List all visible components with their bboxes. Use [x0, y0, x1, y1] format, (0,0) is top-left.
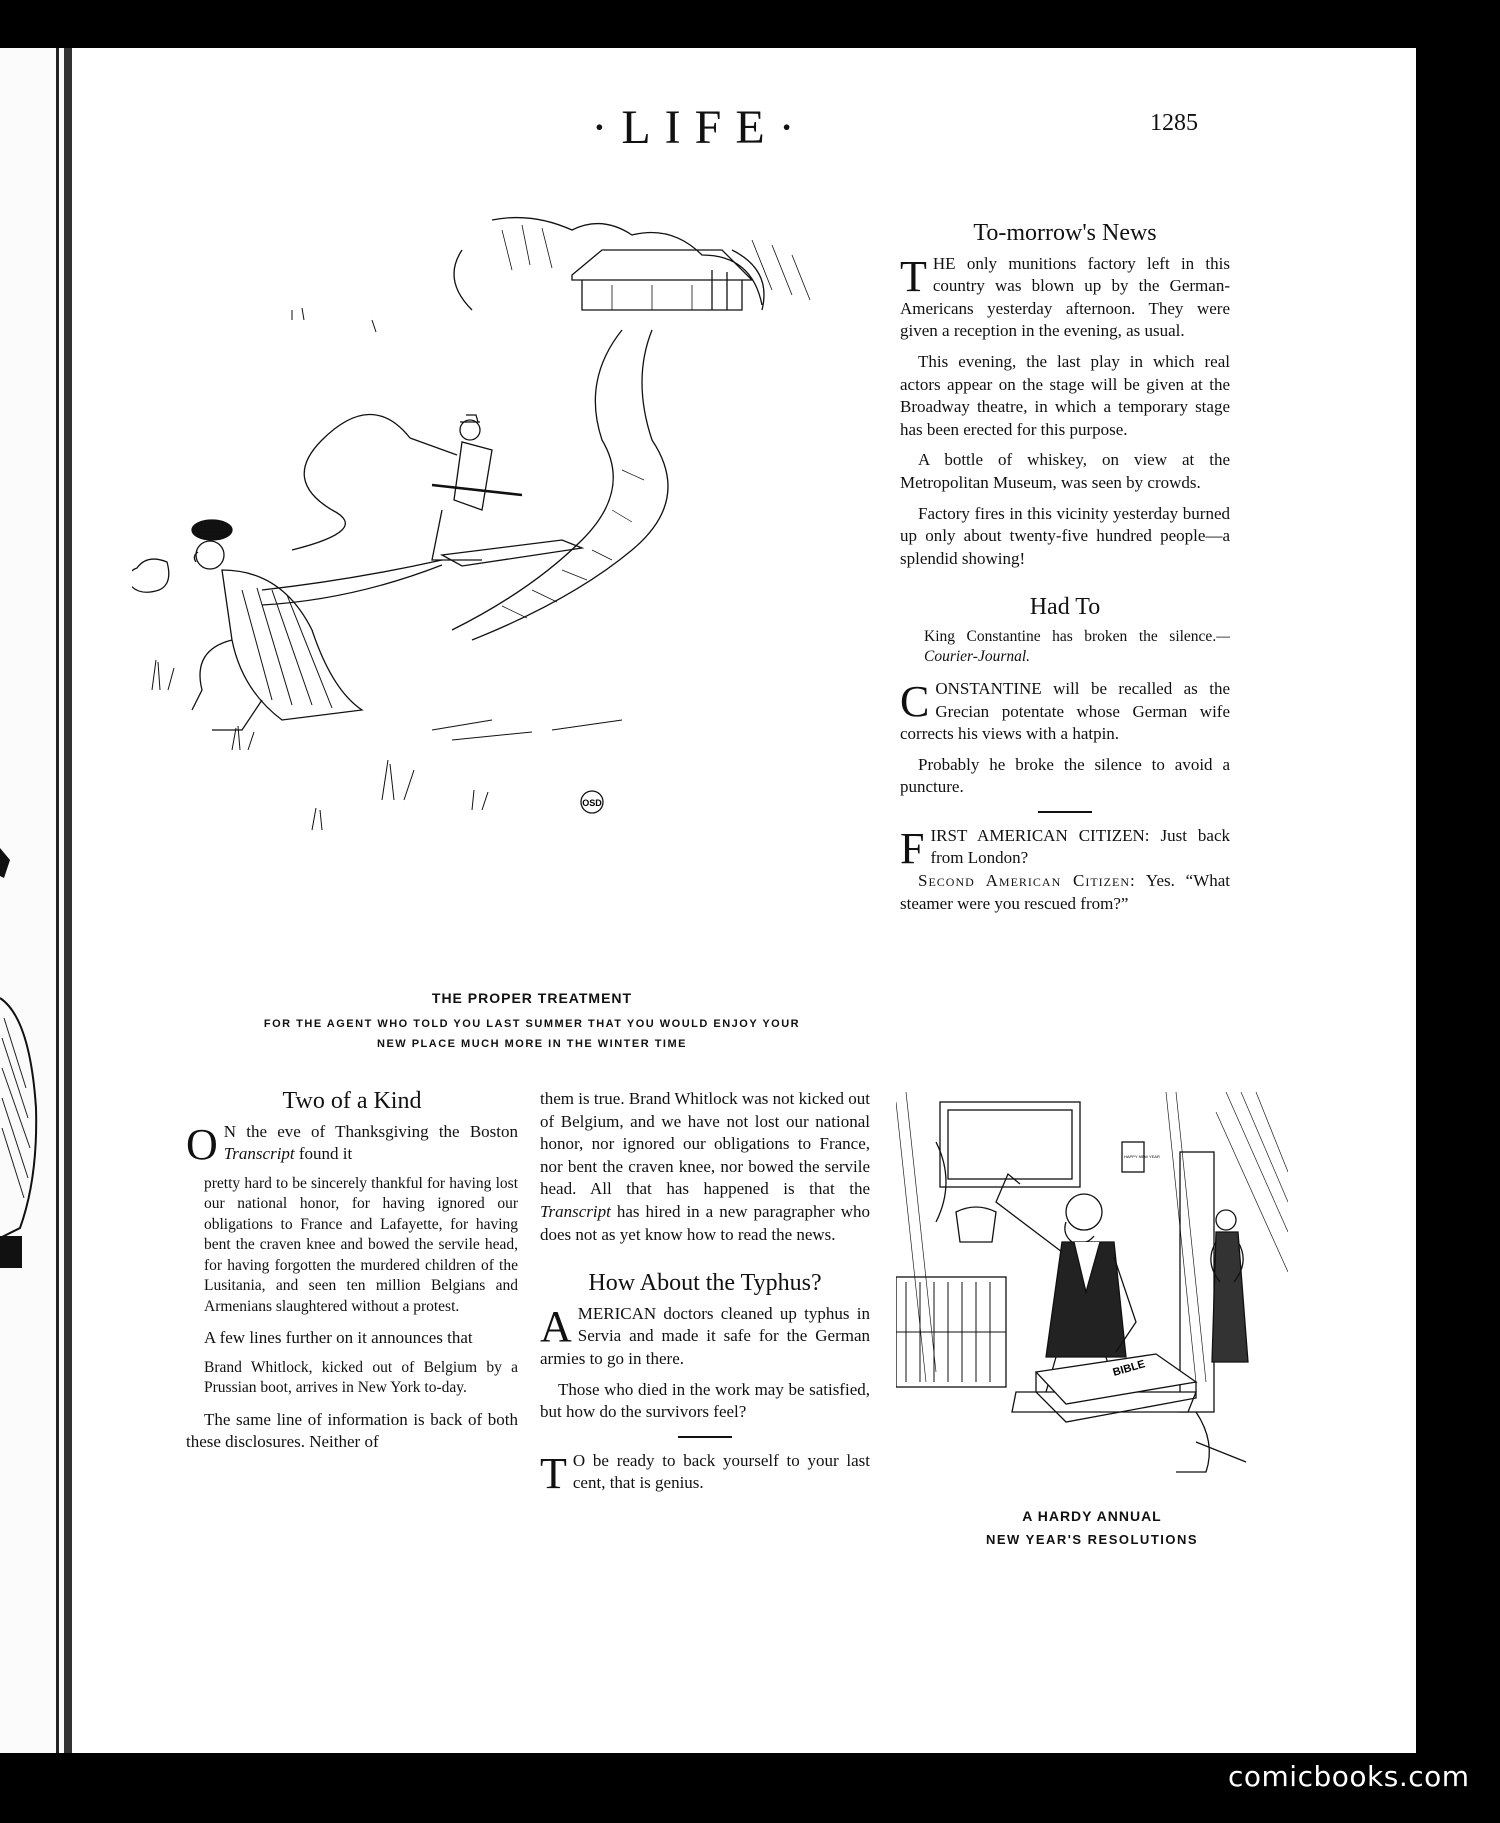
two-of-a-kind-section: [186, 1090, 518, 1462]
typhus-divider: [678, 1436, 732, 1438]
two-of-a-kind-p1a: N the eve of Thanksgiving the Boston: [223, 1121, 518, 1141]
page-number: 1285: [1150, 110, 1198, 136]
cartoon-hardy-annual: [896, 1092, 1288, 1502]
typhus-dropcap: A: [540, 1301, 572, 1351]
tomorrows-news-dropcap: T: [900, 251, 927, 301]
citizens-speaker2: Second American Citizen:: [918, 871, 1136, 891]
two-of-a-kind-p3: The same line of information is back of both these disclosures. Neither of: [186, 1409, 518, 1452]
middle-col-p1-em: Transcript: [540, 1201, 611, 1221]
watermark-brand: comicbooks.com: [1228, 1760, 1470, 1793]
two-of-a-kind-p2: A few lines further on it announces that: [204, 1328, 473, 1348]
two-of-a-kind-quote2: Brand Whitlock, kicked out of Belgium by a Prussian boot, arrives in New York to-day.: [204, 1358, 518, 1397]
had-to-dropcap: C: [900, 676, 930, 726]
middle-column: [540, 1088, 870, 1503]
two-of-a-kind-heading: Two of a Kind: [282, 1088, 422, 1114]
artist-monogram: OSD: [582, 798, 602, 808]
had-to-p1: ONSTANTINE will be recalled as the Grecian potentate whose German wife corrects his views with a hatpin.: [900, 678, 1230, 744]
tomorrows-news-heading: To-morrow's News: [973, 220, 1157, 246]
top-cartoon-caption-line2: NEW PLACE MUCH MORE IN THE WINTER TIME: [377, 1038, 687, 1050]
top-cartoon-caption-line1: FOR THE AGENT WHO TOLD YOU LAST SUMMER THAT YOU WOULD ENJOY YOUR: [263, 1018, 801, 1030]
middle-col-p1b: has hired in a new paragrapher who does not as yet know how to read the news.: [540, 1201, 870, 1244]
right-cartoon-caption-sub: NEW YEAR'S RESOLUTIONS: [985, 1532, 1199, 1547]
wall-sign: HAPPY NEW YEAR: [1124, 1154, 1160, 1159]
top-cartoon-caption: [182, 990, 882, 1054]
had-to-p2: Probably he broke the silence to avoid a puncture.: [900, 754, 1230, 797]
tomorrows-news-p3: A bottle of whiskey, on view at the Metropolitan Museum, was seen by crowds.: [900, 450, 1230, 492]
citizens-dropcap: F: [900, 823, 925, 873]
tomorrows-news-p2: This evening, the last play in which real actors appear on the stage will be given at the Broadway theatre, in which a temporary stage has been erected for this purpose.: [900, 351, 1230, 439]
typhus-p1: MERICAN doctors cleaned up typhus in Servia and made it safe for the German armies to go in there.: [540, 1303, 870, 1368]
section-divider: [1038, 811, 1092, 813]
middle-col-p1a: them is true. Brand Whitlock was not kicked out of Belgium, and we have not lost our national honor, nor ignored our obligations to France, nor bent the craven knee, nor bowed the servile head. All that has happened is that the: [540, 1089, 870, 1199]
citizens-line1: IRST AMERICAN CITIZEN: Just back from London?: [930, 825, 1230, 868]
two-of-a-kind-dropcap: O: [186, 1119, 218, 1169]
bible-label: BIBLE: [1111, 1358, 1147, 1379]
typhus-p2: Those who died in the work may be satisfied, but how do the survivors feel?: [540, 1379, 870, 1422]
cartoon-proper-treatment: [132, 210, 882, 980]
right-cartoon-caption: [896, 1508, 1288, 1550]
left-page-edge: [0, 48, 64, 1753]
right-cartoon-caption-title: A HARDY ANNUAL: [1022, 1508, 1162, 1524]
top-cartoon-caption-title: THE PROPER TREATMENT: [431, 990, 633, 1006]
tomorrows-news-section: [900, 222, 1230, 923]
tomorrows-news-p1: HE only munitions factory left in this country was blown up by the German-Americans yesterday afternoon. They were given a reception in the evening, as usual.: [900, 253, 1230, 341]
had-to-quote: King Constantine has broken the silence.: [924, 627, 1217, 645]
had-to-quote-source: —Courier-Journal.: [924, 627, 1230, 666]
page-gutter: [64, 48, 72, 1753]
two-of-a-kind-p1b: found it: [294, 1144, 353, 1164]
genius-dropcap: T: [540, 1448, 567, 1498]
masthead-title: ·LIFE·: [591, 101, 809, 154]
citizens-line2: Yes. “What steamer were you rescued from?”: [900, 871, 1231, 913]
genius-p: O be ready to back yourself to your last cent, that is genius.: [572, 1450, 870, 1493]
tomorrows-news-p4: Factory fires in this vicinity yesterday burned up only about twenty-five hundred people—a splendid showing!: [900, 503, 1230, 568]
typhus-heading: How About the Typhus?: [588, 1270, 822, 1297]
had-to-heading: Had To: [1029, 594, 1101, 621]
two-of-a-kind-p1-em: Transcript: [223, 1144, 295, 1164]
two-of-a-kind-quote1: pretty hard to be sincerely thankful for having lost our national honor, for having ignored our obligations to France and Lafayette, for having bent the craven knee and bowed the servile head, for having forgotten the murdered children of the Lusitania, and seen ten million Belgians and Armenians slaughtered without a protest.: [204, 1174, 518, 1315]
left-page-illustration: [0, 848, 48, 1268]
